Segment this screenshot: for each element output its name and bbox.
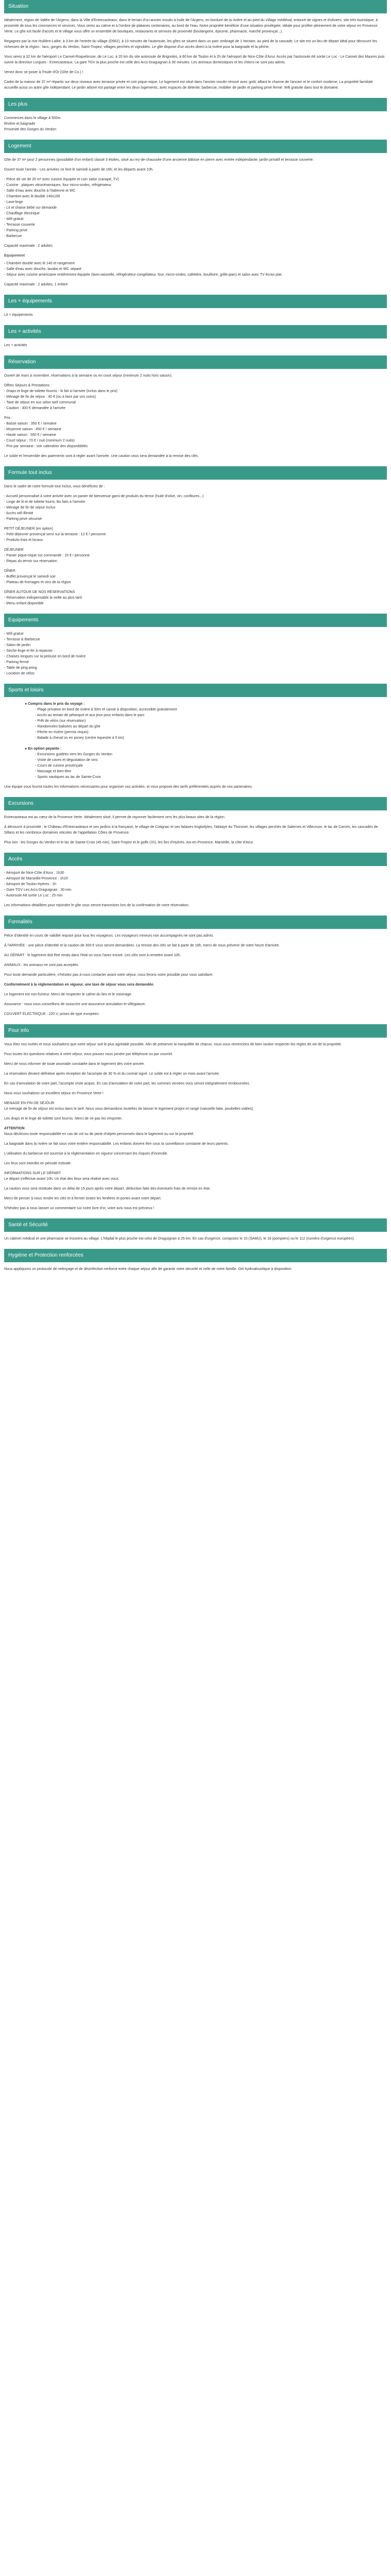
section-title: Formalités bbox=[4, 916, 387, 929]
list-item: - Haute saison : 550 € / semaine bbox=[4, 433, 56, 437]
list-item: - Pièce de vie de 20 m² avec cuisine équipée et coin salon (canapé, TV) bbox=[4, 178, 119, 181]
list-item: - Lave-linge bbox=[4, 200, 23, 204]
list-item: - Repas du terroir sur réservation bbox=[4, 560, 57, 563]
list-item: - Court séjour : 70 € / nuit (minimum 2 nuits) bbox=[4, 439, 75, 443]
group-title: PETIT DÉJEUNER (en option) bbox=[4, 527, 53, 531]
list-item: - Menu enfant disponible bbox=[4, 602, 44, 605]
section-title: Hygiène et Protection renforcées bbox=[4, 1249, 387, 1262]
paragraph: Entrecasteaux est au cœur de la Provence Verte. Idéalement situé, il permet de rayonner facilement vers les plus beaux sites de la région. bbox=[4, 816, 225, 819]
list-item: - Wifi gratuit bbox=[4, 632, 24, 636]
list-item: - Ménage de fin de séjour : 40 € (ou à faire par vos soins) bbox=[4, 395, 96, 399]
section-title: Formule tout inclus bbox=[4, 466, 387, 480]
paragraph: Idéalement, région de Vallée de l'Argens, dans la Ville d'Entrecasteaux, dans le terrain d'un ancien moulin à huile de l'Argens, en bordure de la rivière et au pied du Village médiéval, entouré de vignes et d'oliviers, site très touristique, à proximité de tous les commerces et services. Vous serez au calme et à l'ombre de platanes centenaires, au bord de l'eau. Notre propriété bénéficie d'une situation privilégiée, idéale pour profiter pleinement de votre séjour en Provence Verte. Le gîte est facile d'accès et le village vous offre un ensemble de boutiques, restaurants et services de proximité (boulangerie, épicerie, pharmacie, marché provençal...). bbox=[4, 19, 378, 33]
paragraph: Vous êtes nos invités et nous souhaitons que votre séjour soit le plus agréable possible. Afin de préserver la tranquillité de chacun, nous vous remercions de bien vouloir respecter les règles de vie de la propriété. bbox=[4, 1043, 342, 1046]
paragraph: À l'ARRIVÉE : une pièce d'identité et la caution de 300 € vous seront demandées. La remise des clés se fait à partir de 16h, merci de nous prévenir de votre heure d'arrivée. bbox=[4, 944, 280, 947]
list-item: - Autoroute A8 sortie Le Luc : 25 min bbox=[4, 894, 63, 897]
paragraph: Pour toute demande particulière, n'hésitez pas à nous contacter avant votre séjour, nous ferons notre possible pour vous satisfaire. bbox=[4, 973, 214, 977]
list-item: - Sports nautiques au lac de Sainte-Croix bbox=[35, 775, 101, 779]
section-sante bbox=[4, 1218, 387, 1242]
bullet-label: En option payante : bbox=[28, 747, 62, 751]
list-item: - Pêche en rivière (permis requis) bbox=[35, 731, 89, 734]
list-item: - Terrasse & Barbecue bbox=[4, 638, 40, 641]
section-title: Accès bbox=[4, 853, 387, 866]
paragraph: Le départ s'effectue avant 10h. Un état des lieux sera réalisé avec vous. bbox=[4, 1177, 120, 1181]
section-activites-plus bbox=[4, 325, 387, 348]
list-item: - Accès au terrain de pétanque et aux jeux pour enfants dans le parc bbox=[35, 714, 145, 717]
list-item: - Chauffage électrique bbox=[4, 212, 40, 215]
section-title: Equipements bbox=[4, 614, 387, 627]
subsection-title: INFORMATIONS SUR LE DÉPART bbox=[4, 1172, 61, 1175]
paragraph: À découvrir à proximité : le Château d'Entrecasteaux et ses jardins à la française, le village de Cotignac et ses falaises troglodytes, l'abbaye du Thoronet, les villages perchés de Salernes et Villecroze, le lac de Carcès, les cascades de Sillans et les nombreux domaines viticoles de l'appellation Côtes de Provence. bbox=[4, 825, 378, 835]
paragraph: Les draps et le linge de toilette sont fournis. Merci de ne pas les emporter. bbox=[4, 1117, 123, 1121]
section-pour-info bbox=[4, 1024, 387, 1211]
bullet-label: Compris dans le prix du voyage : bbox=[28, 702, 85, 706]
subsection-title: ATTENTION bbox=[4, 1127, 25, 1130]
paragraph: Regagnez par la rive Huilière-Lalée, à 3 km de l'entrée du village (D562), à 10 minutes de l'autoroute, les gîtes se situent dans un parc ombragé de 1 hectare, au pied de la cascade. Le site est un lieu de départ idéal pour découvrir les richesses de la région : lacs, gorges du Verdon, Saint-Tropez, villages perchés et vignobles. Le gîte dispose d'un accès direct à la rivière pour la baignade et la pêche. bbox=[4, 40, 377, 49]
section-title: Les + activités bbox=[4, 325, 387, 338]
paragraph: ANIMAUX : les animaux ne sont pas acceptés. bbox=[4, 963, 79, 967]
capacity-text: Capacité maximale : 2 adultes, 1 enfant bbox=[4, 283, 68, 286]
section-reservation bbox=[4, 355, 387, 459]
section-les-plus bbox=[4, 98, 387, 132]
paragraph: N'hésitez pas à nous laisser un commentaire sur notre livre d'or, votre avis nous est précieux ! bbox=[4, 1207, 154, 1210]
list-item: - Buffet provençal le samedi soir bbox=[4, 575, 56, 579]
paragraph: Nous déclinons toute responsabilité en cas de vol ou de perte d'objets personnels dans le logement ou sur la propriété. bbox=[4, 1132, 194, 1136]
paragraph: Ouvert de mars à novembre, réservations à la semaine ou en court séjour (minimum 2 nuits hors saison). bbox=[4, 374, 173, 378]
section-hygiene bbox=[4, 1249, 387, 1272]
paragraph: AU DÉPART : le logement doit être rendu dans l'état où vous l'avez trouvé. Les clés sont à remettre avant 10h. bbox=[4, 954, 181, 957]
list-item: - Salle d'eau avec douche, lavabo et WC séparé bbox=[4, 267, 82, 271]
paragraph: Lit + équipements bbox=[4, 313, 33, 317]
list-item: - Visite de caves et dégustation de vins bbox=[35, 758, 98, 762]
list-item: - Chaises longues sur la pelouse en bord de rivière bbox=[4, 655, 86, 658]
section-title: Logement bbox=[4, 140, 387, 153]
section-title: Excursions bbox=[4, 797, 387, 810]
list-item: - Réservation indispensable la veille au plus tard bbox=[4, 596, 82, 600]
group-title: DÎNER bbox=[4, 569, 15, 573]
paragraph: Merci de nous informer de toute anomalie constatée dans le logement dès votre arrivée. bbox=[4, 1062, 145, 1066]
list-item: - Parking fermé bbox=[4, 660, 29, 664]
paragraph: Plus loin : les Gorges du Verdon et le lac de Sainte-Croix (45 min), Saint-Tropez et le golfe (1h), les îles d'Hyères, Aix-en-Provence, Marseille, la côte d'Azur. bbox=[4, 841, 254, 844]
section-situation bbox=[4, 0, 387, 91]
bullet-heading: ● En option payante : bbox=[25, 747, 62, 751]
list-item: Proximité des Gorges du Verdon bbox=[4, 128, 57, 131]
paragraph: Pour toutes les questions relatives à votre séjour, vous pouvez nous joindre par téléphone ou par courriel. bbox=[4, 1053, 173, 1056]
list-item: Commerces dans le village à 500m bbox=[4, 116, 61, 120]
paragraph: Dans le cadre de notre formule tout inclus, vous bénéficiez de : bbox=[4, 485, 105, 488]
page bbox=[4, 0, 387, 1272]
section-title: Réservation bbox=[4, 355, 387, 369]
section-title: Les plus bbox=[4, 98, 387, 111]
list-item: - Cours de cuisine provençale bbox=[35, 764, 83, 768]
paragraph: Nous appliquons un protocole de nettoyage et de désinfection renforcé entre chaque séjour afin de garantir votre sécurité et celle de notre famille. Gel hydroalcoolique à disposition. bbox=[4, 1267, 292, 1271]
list-item: - Accès wifi illimité bbox=[4, 512, 34, 515]
paragraph: Assurance : nous vous conseillons de souscrire une assurance annulation et villégiature. bbox=[4, 1003, 146, 1006]
list-item: - Salle d'eau avec douche à l'italienne et WC bbox=[4, 189, 76, 193]
list-item: - Draps et linge de toilette fournis - lit fait à l'arrivée (inclus dans le prix) bbox=[4, 389, 118, 393]
list-item: - Accueil personnalisé à votre arrivée avec un panier de bienvenue garni de produits du terroir (huile d'olive, vin, confitures...) bbox=[4, 495, 204, 498]
section-equipements bbox=[4, 614, 387, 676]
list-item: - Taxe de séjour en sus selon tarif communal bbox=[4, 401, 76, 404]
paragraph: Cadre de la maison de 37 m² répartis sur deux niveaux avec terrasse privée et coin pique-nique. Le logement est situé dans l'ancien moulin rénové avec goût, alliant le charme de l'ancien et le confort moderne. La propriété familiale accueille aussi un autre gîte indépendant. Le jardin arboré est partagé entre les deux logements, avec espaces de détente, barbecue, mobilier de jardin et parking privé fermé. Wifi gratuite dans tout le domaine. bbox=[4, 80, 373, 90]
list-item: - Parking privé bbox=[4, 229, 28, 232]
list-item: - Massage et bien-être bbox=[35, 770, 72, 773]
section-excursions bbox=[4, 797, 387, 845]
paragraph: La baignade dans la rivière se fait sous votre entière responsabilité. Les enfants doivent être sous la surveillance constante de leurs parents. bbox=[4, 1142, 229, 1146]
paragraph: Un cabinet médical et une pharmacie se trouvent au village. L'hôpital le plus proche est celui de Draguignan à 25 km. En cas d'urgence, composez le 15 (SAMU), le 18 (pompiers) ou le 112 (numéro d'urgence européen). bbox=[4, 1237, 355, 1241]
section-title: Les + équipements bbox=[4, 295, 387, 308]
section-equipements-plus bbox=[4, 295, 387, 318]
paragraph: Venez donc se poser à l'Huile d'Or (Gîte de Co.) ! bbox=[4, 71, 84, 74]
section-title: Situation bbox=[4, 0, 387, 13]
paragraph: Le ménage de fin de séjour est inclus dans le tarif. Nous vous demandons toutefois de laisser le logement propre et rangé (vaisselle faite, poubelles vidées). bbox=[4, 1107, 254, 1111]
paragraph: Les informations détaillées pour rejoindre le gîte vous seront transmises lors de la confirmation de votre réservation. bbox=[4, 904, 190, 907]
paragraph: La caution vous sera restituée dans un délai de 15 jours après votre départ, déduction faite des éventuels frais de remise en état. bbox=[4, 1187, 211, 1191]
list-item: - Prix par semaine : voir calendrier des disponibilités bbox=[4, 445, 88, 448]
section-title: Pour info bbox=[4, 1024, 387, 1038]
group-title: DÉJEUNER bbox=[4, 548, 24, 552]
paragraph: Merci de penser à nous rendre les clés et à fermer toutes les fenêtres et portes avant votre départ. bbox=[4, 1197, 162, 1200]
list-item: - Salon de jardin bbox=[4, 643, 30, 647]
paragraph: Les feux sont interdits en période estivale. bbox=[4, 1162, 72, 1165]
list-item: - Chambre avec lit double 140x190 bbox=[4, 195, 60, 198]
paragraph: Une équipe vous fournit toutes les informations nécessaires pour organiser vos activités, et vous propose des tarifs préférentiels auprès de nos partenaires. bbox=[4, 785, 253, 789]
list-item: - Location de vélos bbox=[4, 672, 35, 675]
list-item: - Prêt de vélos (sur réservation) bbox=[35, 719, 86, 723]
subsection-title: MENAGE EN FIN DE SÉJOUR bbox=[4, 1101, 55, 1105]
list-item: - Terrasse couverte bbox=[4, 223, 35, 227]
highlight-text: Conformément à la réglementation en vigueur, une taxe de séjour vous sera demandée. bbox=[4, 983, 154, 987]
list-item: - Panier pique-nique sur commande : 15 € / personne bbox=[4, 554, 90, 557]
list-item: - Ménage de fin de séjour inclus bbox=[4, 506, 56, 510]
list-item: - Petit déjeuner provençal servi sur la terrasse : 12 € / personne bbox=[4, 533, 106, 536]
list-item: - Plateau de fromages et vins de la région bbox=[4, 581, 71, 584]
list-item: - Linge de lit et de toilette fourni, lits faits à l'arrivée bbox=[4, 500, 85, 504]
paragraph: Pièce d'identité en cours de validité requise pour tous les voyageurs. Les voyageurs mineurs non accompagnés ne sont pas admis. bbox=[4, 934, 214, 938]
paragraph: Gîte de 37 m² pour 2 personnes (possibilité d'un enfant) classé 3 étoiles, situé au rez-de-chaussée d'une ancienne bâtisse en pierre avec entrée indépendante, jardin privatif et terrasse couverte. bbox=[4, 158, 314, 162]
paragraph: COUVERT ÉLECTRIQUE : 220 V, prises de type européen. bbox=[4, 1012, 100, 1016]
list-item: - Wifi gratuit bbox=[4, 217, 24, 221]
list-item: - Aéroport de Toulon-Hyères : 1h bbox=[4, 883, 57, 886]
list-item: - Caution : 300 € demandée à l'arrivée bbox=[4, 406, 66, 410]
list-item: Rivière et baignade bbox=[4, 122, 36, 126]
list-item: - Plage privative en bord de rivière à 50m et canoë à disposition, accessible gratuitement bbox=[35, 708, 177, 711]
subsection-title: Prix : bbox=[4, 416, 12, 420]
section-sports bbox=[4, 684, 387, 790]
paragraph: Le solde et l'ensemble des paiements sont à régler avant l'arrivée. Une caution vous sera demandée à la remise des clés. bbox=[4, 454, 199, 458]
subsection-title: Equipement bbox=[4, 254, 25, 258]
list-item: - Gare TGV Les Arcs-Draguignan : 30 min bbox=[4, 888, 72, 892]
section-logement bbox=[4, 140, 387, 287]
paragraph: Les + activités bbox=[4, 344, 27, 347]
list-item: - Basse saison : 350 € / semaine bbox=[4, 422, 57, 426]
list-item: - Cuisine : plaques vitrocéramiques, four micro-ondes, réfrigérateur bbox=[4, 183, 111, 187]
list-item: - Chambre double avec lit 140 et rangement bbox=[4, 262, 75, 265]
list-item: - Barbecue bbox=[4, 234, 22, 238]
section-formalites bbox=[4, 916, 387, 1017]
paragraph: Vous serez à 32 km de l'aéroport Le Cannet-Roquebrune, de Le Luc, à 20 km du site autoroute de Brignoles, à 60 km de Toulon et à 2h de l'aéroport de Nice-Côte d'Azur. Accès par l'autoroute A8 sortie Le Luc - Le Cannet des Maures puis suivre la direction Lorgues - Entrecasteaux. La gare TGV la plus proche est celle des Arcs-Draguignan à 30 minutes. Les animaux domestiques et les chiens ne sont pas admis. bbox=[4, 55, 385, 64]
group-title: DÎNER AUTOUR DE NOS RÉSERVATIONS bbox=[4, 590, 75, 594]
section-acces bbox=[4, 853, 387, 908]
paragraph: La réservation devient définitive après réception de l'acompte de 30 % et du contrat signé. Le solde est à régler un mois avant l'arrivée. bbox=[4, 1072, 220, 1076]
bullet-heading: ● Compris dans le prix du voyage : bbox=[25, 702, 85, 706]
list-item: - Aéroport de Marseille-Provence : 1h20 bbox=[4, 877, 68, 880]
list-item: - Table de ping-pong bbox=[4, 666, 37, 670]
list-item: - Séjour avec cuisine américaine entièrement équipée (lave-vaisselle, réfrigérateur-congélateur, four, micro-ondes, cafetière, bouilloire, grille-pain) et salon avec TV écran plat. bbox=[4, 273, 283, 277]
subsection-title: Offres Séjours & Prestations : bbox=[4, 384, 52, 387]
paragraph: Le logement est non-fumeur. Merci de respecter le calme du lieu et le voisinage. bbox=[4, 993, 133, 996]
list-item: - Parking privé sécurisé bbox=[4, 517, 42, 521]
list-item: - Sèche-linge et fer à repasser bbox=[4, 649, 53, 653]
list-item: - Aéroport de Nice-Côte d'Azur : 1h30 bbox=[4, 871, 64, 875]
list-item: - Balade à cheval ou en poney (centre équestre à 5 km) bbox=[35, 736, 124, 740]
list-item: - Randonnées balisées au départ du gîte bbox=[35, 725, 101, 728]
section-title: Sports et loisirs bbox=[4, 684, 387, 697]
paragraph: Nous vous souhaitons un excellent séjour en Provence Verte ! bbox=[4, 1092, 104, 1095]
paragraph: Ouvert toute l'année - Les arrivées se font le samedi à partir de 16h, et les départs avant 10h. bbox=[4, 168, 154, 172]
list-item: - Produits frais et locaux bbox=[4, 538, 43, 542]
list-item: - Lit et chaise bébé sur demande bbox=[4, 206, 57, 210]
capacity-text: Capacité maximale : 2 adultes bbox=[4, 244, 53, 248]
paragraph: L'utilisation du barbecue est soumise à la réglementation en vigueur concernant les risques d'incendie. bbox=[4, 1152, 168, 1156]
list-item: - Moyenne saison : 450 € / semaine bbox=[4, 428, 61, 431]
section-title: Santé et Sécurité bbox=[4, 1218, 387, 1232]
section-formule bbox=[4, 466, 387, 606]
list-item: - Excursions guidées vers les Gorges du Verdon bbox=[35, 753, 112, 756]
paragraph: En cas d'annulation de votre part, l'acompte reste acquis. En cas d'annulation de notre part, les sommes versées vous seront intégralement remboursées. bbox=[4, 1082, 250, 1086]
